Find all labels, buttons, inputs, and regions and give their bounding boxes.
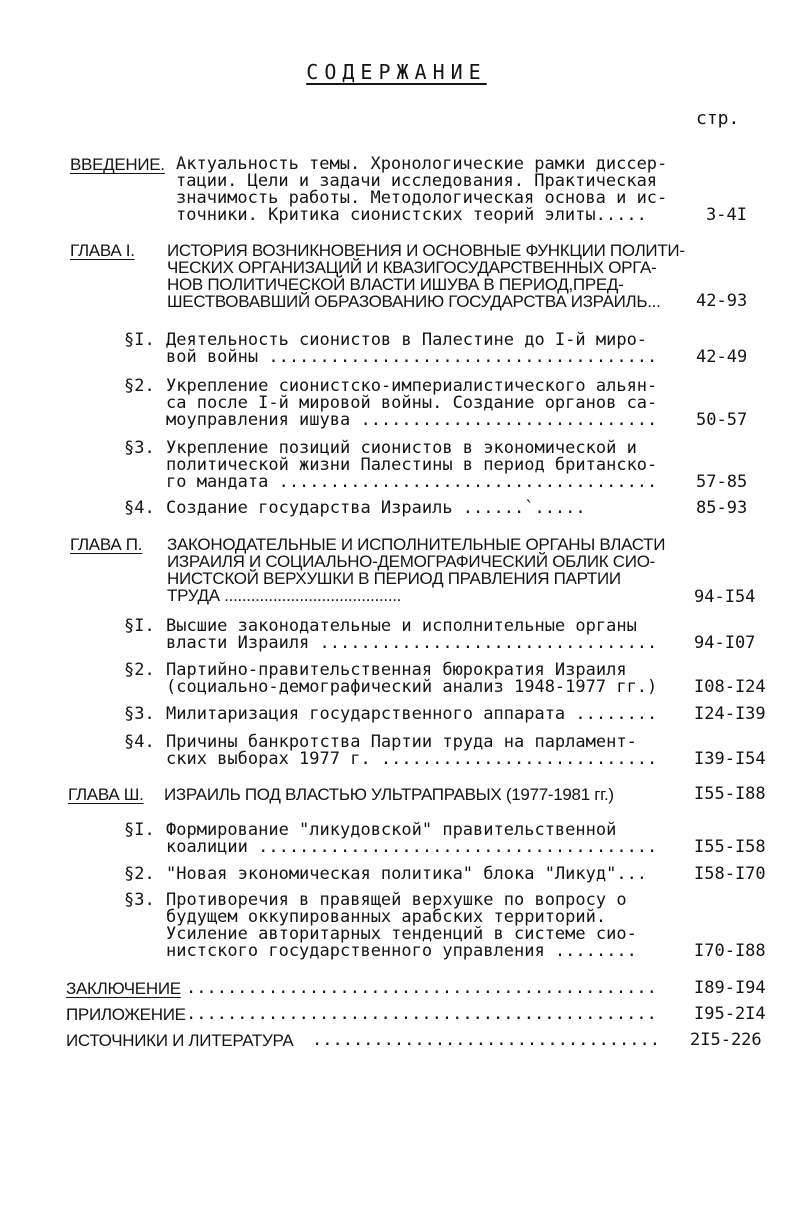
- entry-label: ЗАКЛЮЧЕНИЕ: [66, 979, 181, 998]
- section-text: Высшие законодательные и исполнительные органы власти Израиля .................................: [166, 616, 658, 653]
- section-pages: I70-I88: [694, 941, 766, 961]
- section-pages: I55-I58: [694, 837, 766, 857]
- section-text: "Новая экономическая политика" блока "Ликуд"...: [166, 864, 648, 884]
- section-text: Укрепление сионистско-империалистического альян- са после I-й мировой войны. Создание органов са- моуправления ишува .............................: [166, 376, 658, 430]
- entry-label: ИСТОЧНИКИ И ЛИТЕРАТУРА: [66, 1031, 294, 1050]
- section-text: Укрепление позиций сионистов в экономической и политической жизни Палестины в период британско- го мандата .....................................: [166, 438, 658, 492]
- entry-label: ВВЕДЕНИЕ.: [70, 155, 165, 174]
- section-number: §4.: [124, 498, 155, 518]
- section-pages: I58-I70: [694, 864, 766, 884]
- entry-leader-dots: ..............................................: [186, 1004, 657, 1024]
- section-number: §2.: [124, 864, 155, 884]
- entry-label: ГЛАВА Ш.: [68, 785, 144, 804]
- section-number: §I.: [124, 330, 155, 350]
- section-pages: 94-I07: [694, 633, 756, 653]
- entry-label: ГЛАВА П.: [70, 535, 143, 554]
- entry-pages: 42-93: [696, 291, 748, 311]
- section-pages: 57-85: [696, 472, 748, 492]
- section-number: §2.: [124, 660, 155, 680]
- section-number: §2.: [124, 376, 155, 396]
- entry-pages: 3-4I: [706, 205, 747, 225]
- entry-pages: I89-I94: [694, 978, 766, 998]
- section-text: Создание государства Израиль ......`.....: [166, 498, 586, 518]
- entry-leader-dots: ..............................................: [186, 978, 657, 998]
- entry-text: ИСТОРИЯ ВОЗНИКНОВЕНИЯ И ОСНОВНЫЕ ФУНКЦИИ ПОЛИТИ- ЧЕСКИХ ОРГАНИЗАЦИЙ И КВАЗИГОСУДАРСТВЕННЫХ ОРГА- НОВ ПОЛИТИЧЕСКОЙ ВЛАСТИ ИШУВА В ПЕРИОД,ПРЕД- ШЕСТВОВАВШИЙ ОБРАЗОВАНИЮ ГОСУДАРСТВА ИЗРАИЛЬ...: [167, 241, 685, 311]
- section-pages: 85-93: [696, 498, 748, 518]
- section-text: Деятельность сионистов в Палестине до I-й миро- вой войны ......................................: [166, 330, 658, 367]
- entry-leader-dots: ..................................: [312, 1030, 660, 1050]
- entry-pages: I95-2I4: [694, 1004, 766, 1024]
- section-number: §4.: [124, 732, 155, 752]
- section-number: §3.: [124, 704, 155, 724]
- section-text: Милитаризация государственного аппарата ........: [166, 704, 658, 724]
- section-pages: 42-49: [696, 347, 748, 367]
- entry-pages: I55-I88: [694, 784, 766, 804]
- entry-text: Актуальность темы. Хронологические рамки диссер- тации. Цели и задачи исследования. Практическая значимость работы. Методологическая основа и ис- точники. Критика сионистских теорий элиты.....: [176, 154, 668, 225]
- section-text: Формирование "ликудовской" правительственной коалиции .......................................: [166, 820, 658, 857]
- entry-pages: 94-I54: [694, 587, 756, 607]
- section-text: Партийно-правительственная бюрократия Израиля (социально-демографический анализ 1948-1977 гг.): [166, 660, 658, 697]
- section-number: §3.: [124, 438, 155, 458]
- entry-label: ГЛАВА I.: [70, 241, 135, 260]
- entry-text: ИЗРАИЛЬ ПОД ВЛАСТЬЮ УЛЬТРАПРАВЫХ (1977-1981 гг.): [164, 785, 614, 804]
- entry-label: ПРИЛОЖЕНИЕ: [66, 1005, 186, 1024]
- entry-text: ЗАКОНОДАТЕЛЬНЫЕ И ИСПОЛНИТЕЛЬНЫЕ ОРГАНЫ ВЛАСТИ ИЗРАИЛЯ И СОЦИАЛЬНО-ДЕМОГРАФИЧЕСКИЙ ОБЛИК СИО- НИСТСКОЙ ВЕРХУШКИ В ПЕРИОД ПРАВЛЕНИЯ ПАРТИИ ТРУДА ........................................: [167, 535, 666, 605]
- section-pages: I39-I54: [694, 749, 766, 769]
- section-text: Противоречия в правящей верхушке по вопросу о будущем оккупированных арабских территорий. Усиление авторитарных тенденций в системе сио- нистского государственного управления ........: [166, 890, 637, 961]
- section-pages: 50-57: [696, 410, 748, 430]
- page-column-label: стр.: [696, 108, 740, 129]
- page-title: СОДЕРЖАНИЕ: [306, 60, 487, 84]
- section-pages: I08-I24: [694, 677, 766, 697]
- section-number: §3.: [124, 890, 155, 910]
- section-number: §I.: [124, 616, 155, 636]
- section-number: §I.: [124, 820, 155, 840]
- entry-pages: 2I5-226: [690, 1030, 762, 1050]
- section-text: Причины банкротства Партии труда на парламент- ских выборах 1977 г. ...........................: [166, 732, 658, 769]
- section-pages: I24-I39: [694, 704, 766, 724]
